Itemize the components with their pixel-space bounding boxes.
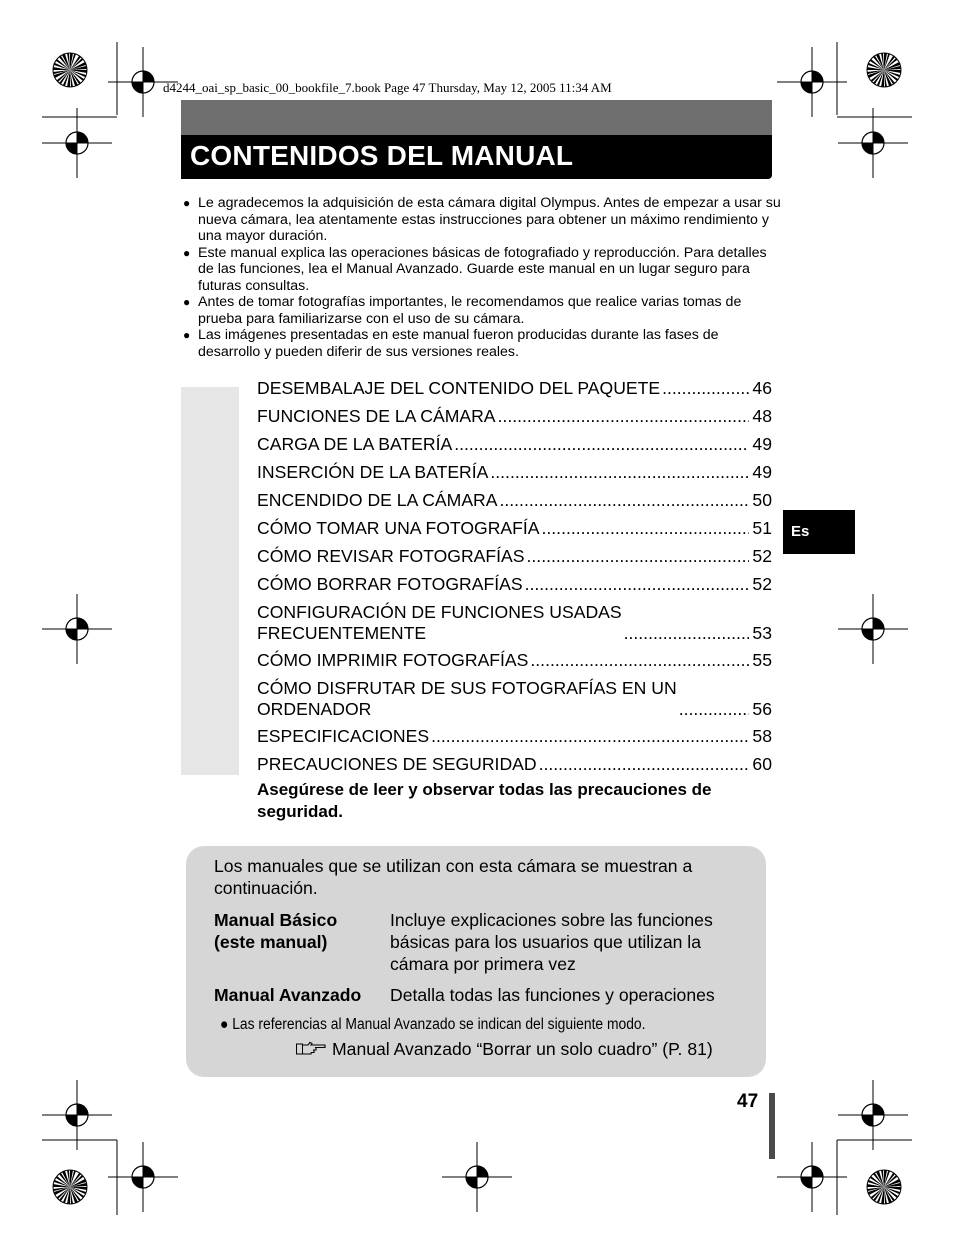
dot-leader bbox=[525, 574, 750, 595]
intro-bullet: ● Le agradecemos la adquisición de esta cámara digital Olympus. Antes de empezar a usar su nueva cámara, lea atentamente estas instrucciones para obtener un máximo rendimiento y una mayor duración. bbox=[183, 195, 781, 244]
bullet-icon: ● bbox=[183, 196, 191, 210]
language-tab[interactable]: Es bbox=[783, 510, 855, 554]
toc-entry[interactable]: CÓMO REVISAR FOTOGRAFÍAS ..... 52 bbox=[257, 546, 772, 567]
dot-leader bbox=[527, 546, 750, 567]
basic-manual-description: Incluye explicaciones sobre las funciones básicas para los usuarios que utilizan la cámara por primera vez bbox=[390, 910, 713, 974]
toc-side-bar bbox=[181, 387, 239, 775]
table-of-contents bbox=[257, 378, 772, 823]
dot-leader bbox=[500, 490, 750, 511]
dot-leader bbox=[662, 378, 749, 399]
basic-manual-label: Manual Básico (este manual) bbox=[214, 910, 338, 952]
dot-leader bbox=[490, 462, 749, 483]
intro-bullet: ● Antes de tomar fotografías importantes, le recomendamos que realice varias tomas de prueba para familiarizarse con el uso de su cámara. bbox=[183, 294, 742, 327]
page-title: CONTENIDOS DEL MANUAL bbox=[190, 140, 574, 171]
toc-entry[interactable]: CÓMO IMPRIMIR FOTOGRAFÍAS ..... 55 bbox=[257, 650, 772, 671]
reference-example: Manual Avanzado “Borrar un solo cuadro” (P. 81) bbox=[296, 1039, 713, 1062]
book-file-header: d4244_oai_sp_basic_00_bookfile_7.book Page 47 Thursday, May 12, 2005 11:34 AM bbox=[163, 80, 612, 95]
page-number: 47 bbox=[737, 1091, 759, 1112]
page-number-bar bbox=[769, 1093, 775, 1159]
dot-leader bbox=[498, 406, 750, 427]
dot-leader bbox=[624, 623, 750, 644]
toc-entry[interactable]: FUNCIONES DE LA CÁMARA ..... 48 bbox=[257, 406, 772, 427]
toc-entry[interactable]: ENCENDIDO DE LA CÁMARA ..... 50 bbox=[257, 490, 772, 511]
toc-entry[interactable]: PRECAUCIONES DE SEGURIDAD ..... 60 bbox=[257, 754, 772, 775]
dot-leader bbox=[431, 726, 749, 747]
toc-entry[interactable]: CÓMO BORRAR FOTOGRAFÍAS ..... 52 bbox=[257, 574, 772, 595]
bullet-icon: ● bbox=[183, 295, 191, 309]
dot-leader bbox=[679, 699, 750, 720]
advanced-manual-description: Detalla todas las funciones y operaciones bbox=[390, 985, 715, 1005]
bullet-icon: ● bbox=[183, 245, 191, 260]
dot-leader bbox=[539, 754, 750, 775]
toc-entry[interactable]: ESPECIFICACIONES ..... 58 bbox=[257, 726, 772, 747]
pointing-hand-icon bbox=[296, 1041, 326, 1062]
advanced-manual-label: Manual Avanzado bbox=[214, 985, 362, 1005]
dot-leader bbox=[530, 650, 749, 671]
intro-bullet: ● Este manual explica las operaciones básicas de fotografiado y reproducción. Para detalles de las funciones, lea el Manual Avanzado. Guarde este manual en un lugar seguro para futuras consultas. bbox=[183, 244, 767, 294]
toc-entry[interactable]: INSERCIÓN DE LA BATERÍA ..... 49 bbox=[257, 462, 772, 483]
toc-entry[interactable]: DESEMBALAJE DEL CONTENIDO DEL PAQUETE ..... 46 bbox=[257, 378, 772, 399]
reference-note: ● Las referencias al Manual Avanzado se indican del siguiente modo. bbox=[220, 1016, 646, 1033]
toc-entry[interactable]: CARGA DE LA BATERÍA ..... 49 bbox=[257, 434, 772, 455]
toc-entry[interactable]: CÓMO DISFRUTAR DE SUS FOTOGRAFÍAS EN UN ORDENADOR ..... 56 bbox=[257, 678, 772, 720]
dot-leader bbox=[542, 518, 750, 539]
manuals-intro: Los manuales que se utilizan con esta cámara se muestran a continuación. bbox=[214, 856, 693, 898]
dot-leader bbox=[454, 434, 749, 455]
title-band-gray bbox=[181, 100, 772, 135]
toc-entry[interactable]: CONFIGURACIÓN DE FUNCIONES USADAS FRECUENTEMENTE ..... 53 bbox=[257, 602, 772, 644]
bullet-icon: ● bbox=[220, 1016, 233, 1033]
bullet-icon: ● bbox=[183, 328, 191, 342]
intro-bullet: ● Las imágenes presentadas en este manual fueron producidas durante las fases de desarrollo y pueden diferir de sus versiones reales. bbox=[183, 327, 719, 360]
intro-bullet-list bbox=[181, 195, 781, 360]
safety-note: Asegúrese de leer y observar todas las precauciones de seguridad. bbox=[257, 780, 712, 821]
toc-entry[interactable]: CÓMO TOMAR UNA FOTOGRAFÍA ..... 51 bbox=[257, 518, 772, 539]
